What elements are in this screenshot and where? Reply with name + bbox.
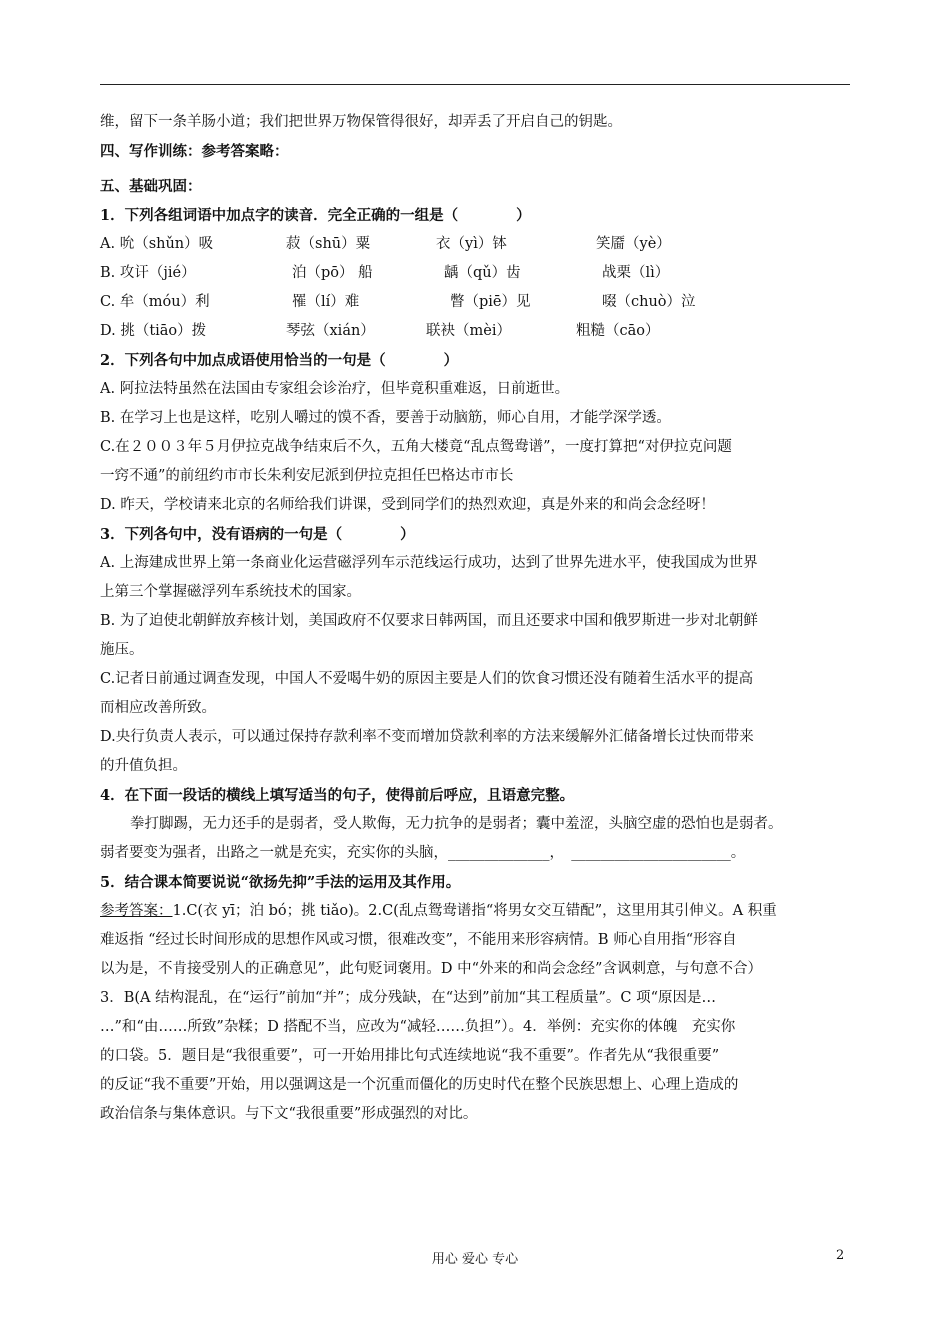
option-item: 泊（pō） 船 [292, 265, 373, 281]
option-item: A. 吮（shǔn）吸 [100, 236, 214, 252]
option-item: D. 挑（tiāo）拨 [100, 323, 207, 339]
q3-option-a-cont: 上第三个掌握磁浮列车系统技术的国家。 [100, 584, 361, 600]
document-body [100, 108, 852, 1129]
question-1: 1．下列各组词语中加点字的读音．完全正确的一组是（ ） [100, 207, 531, 224]
answer-line: …”和“由……所致”杂糅；D 搭配不当，应改为“减轻……负担”）。4．举例：充实你的体魄 充实你 [100, 1019, 736, 1035]
q3-option-d: D.央行负责人表示，可以通过保持存款利率不变而增加贷款利率的方法来缓解外汇储备增长过快而带来 [100, 729, 754, 745]
q3-option-c: C.记者日前通过调查发现，中国人不爱喝牛奶的原因主要是人们的饮食习惯还没有随着生活水平的提高 [100, 671, 754, 687]
option-item: 战栗（lì） [602, 265, 670, 281]
option-item: 菽（shū）粟 [286, 236, 371, 252]
question-2: 2．下列各句中加点成语使用恰当的一句是（ ） [100, 352, 459, 369]
option-item: 琴弦（xián） [286, 323, 375, 339]
q3-option-d-cont: 的升值负担。 [100, 758, 187, 774]
text-line: 维，留下一条羊肠小道；我们把世界万物保管得很好，却弄丢了开启自己的钥匙。 [100, 114, 622, 130]
q3-option-b-cont: 施压。 [100, 642, 144, 658]
answer-line: 的反证“我不重要”开始，用以强调这是一个沉重而僵化的历史时代在整个民族思想上、心理上造成的 [100, 1077, 739, 1093]
option-item: 粗糙（cāo） [576, 323, 660, 339]
question-5: 5．结合课本简要说说“欲扬先抑”手法的运用及其作用。 [100, 874, 461, 891]
q2-option-a: A. 阿拉法特虽然在法国由专家组会诊治疗，但毕竟积重难返，日前逝世。 [100, 381, 570, 397]
option-item: 联袂（mèi） [426, 323, 511, 339]
option-item: C. 牟（móu）利 [100, 294, 210, 310]
answer-line: 3．B(A 结构混乱，在“运行”前加“并”；成分残缺，在“达到”前加“其工程质量”。C 项“原因是… [100, 990, 717, 1006]
option-item: 衣（yì）钵 [436, 236, 507, 252]
question-3: 3．下列各句中，没有语病的一句是（ ） [100, 526, 415, 543]
answer-line: 难返指 “经过长时间形成的思想作风或习惯，很难改变”，不能用来形容病情。B 师心自用指“形容自 [100, 932, 737, 948]
q2-option-c-cont: 一窍不通”的前纽约市市长朱利安尼派到伊拉克担任巴格达市市长 [100, 468, 514, 484]
q1-option-b [100, 259, 852, 288]
option-item: 龋（qǔ）齿 [444, 265, 521, 281]
option-item: B. 攻讦（jié） [100, 265, 196, 281]
q2-option-d: D. 昨天，学校请来北京的名师给我们讲课，受到同学们的热烈欢迎，真是外来的和尚会念经呀！ [100, 497, 715, 513]
option-item: 笑靥（yè） [596, 236, 671, 252]
page-footer: 用心 爱心 专心 [431, 1252, 519, 1267]
answer-text: 1.C(衣 yī；泊 bó；挑 tiǎo)。2.C(乱点鸳鸯谱指“将男女交互错配”，这里用其引伸义。A 积重 [172, 903, 777, 919]
page-number: 2 [836, 1248, 845, 1263]
answer-line [100, 897, 852, 926]
header-rule [100, 84, 850, 85]
option-item: 瞥（piē）见 [450, 294, 531, 310]
question-4: 4．在下面一段话的横线上填写适当的句子，使得前后呼应，且语意完整。 [100, 787, 575, 804]
answer-label: 参考答案： [100, 903, 173, 919]
q1-option-c [100, 288, 852, 317]
q1-option-d [100, 317, 852, 346]
option-item: 罹（lí）难 [292, 294, 360, 310]
q3-option-a: A. 上海建成世界上第一条商业化运营磁浮列车示范线运行成功，达到了世界先进水平，使我国成为世界 [100, 555, 758, 571]
q3-option-c-cont: 而相应改善所致。 [100, 700, 216, 716]
q4-passage-cont: 弱者要变为强者，出路之一就是充实，充实你的头脑，______________， ______________________。 [100, 845, 746, 861]
q4-passage: 拳打脚踢，无力还手的是弱者，受人欺侮，无力抗争的是弱者；囊中羞涩，头脑空虚的恐怕也是弱者。 [130, 816, 783, 832]
section-heading-basics: 五、基础巩固： [100, 178, 202, 195]
q2-option-c: C.在２００３年５月伊拉克战争结束后不久，五角大楼竟“乱点鸳鸯谱”，一度打算把“对伊拉克问题 [100, 439, 732, 455]
section-heading-writing: 四、写作训练：参考答案略： [100, 143, 289, 160]
q3-option-b: B. 为了迫使北朝鲜放弃核计划，美国政府不仅要求日韩两国，而且还要求中国和俄罗斯进一步对北朝鲜 [100, 613, 758, 629]
answer-line: 以为是，不肯接受别人的正确意见”，此句贬词褒用。D 中“外来的和尚会念经”含讽刺意，与句意不合） [100, 961, 762, 977]
q2-option-b: B. 在学习上也是这样，吃别人嚼过的馍不香，要善于动脑筋，师心自用，才能学深学透。 [100, 410, 671, 426]
option-item: 啜（chuò）泣 [602, 294, 696, 310]
answer-line: 的口袋。5．题目是“我很重要”，可一开始用排比句式连续地说“我不重要”。作者先从“我很重要” [100, 1048, 720, 1064]
answer-line: 政治信条与集体意识。与下文“我很重要”形成强烈的对比。 [100, 1106, 478, 1122]
q1-option-a [100, 230, 852, 259]
